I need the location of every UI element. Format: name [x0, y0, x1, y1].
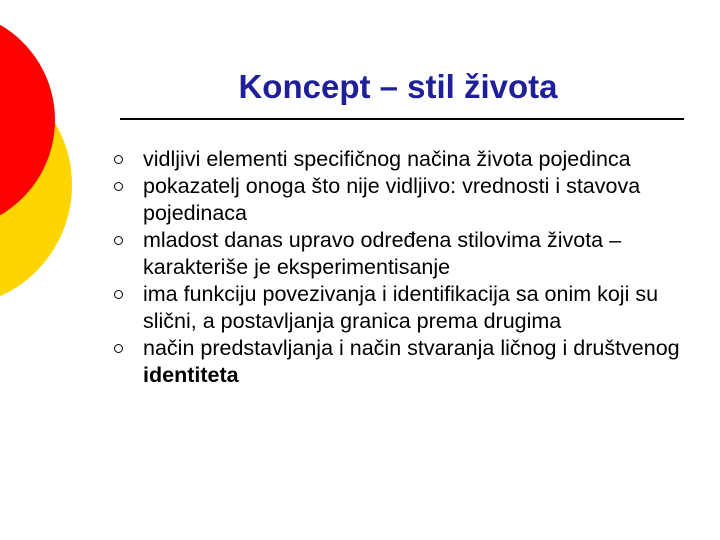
- circle-bullet-icon: [114, 236, 123, 245]
- title-divider: [120, 118, 684, 120]
- circle-bullet-icon: [114, 344, 123, 353]
- bullet-text: ima funkciju povezivanja i identifikacija sa onim koji su slični, a postavljanja granica prema drugima: [143, 282, 659, 333]
- slide-title: Koncept – stil života: [238, 68, 558, 105]
- bullet-text: mladost danas upravo određena stilovima života – karakteriše je eksperimentisanje: [143, 228, 622, 279]
- bullet-item: [114, 281, 689, 335]
- bullet-list: [114, 146, 689, 389]
- bullet-text: način predstavljanja i način stvaranja ličnog i društvenog: [143, 336, 680, 360]
- bullet-emphasis: identiteta: [143, 363, 239, 387]
- circle-bullet-icon: [114, 155, 123, 164]
- bullet-text: pokazatelj onoga što nije vidljivo: vrednosti i stavova pojedinaca: [143, 174, 641, 225]
- circle-bullet-icon: [114, 290, 123, 299]
- bullet-text: vidljivi elementi specifičnog načina života pojedinca: [143, 147, 631, 171]
- bullet-item: [114, 227, 689, 281]
- circle-bullet-icon: [114, 182, 123, 191]
- bullet-item: [114, 173, 689, 227]
- bullet-item: [114, 335, 689, 389]
- bullet-item: [114, 146, 689, 173]
